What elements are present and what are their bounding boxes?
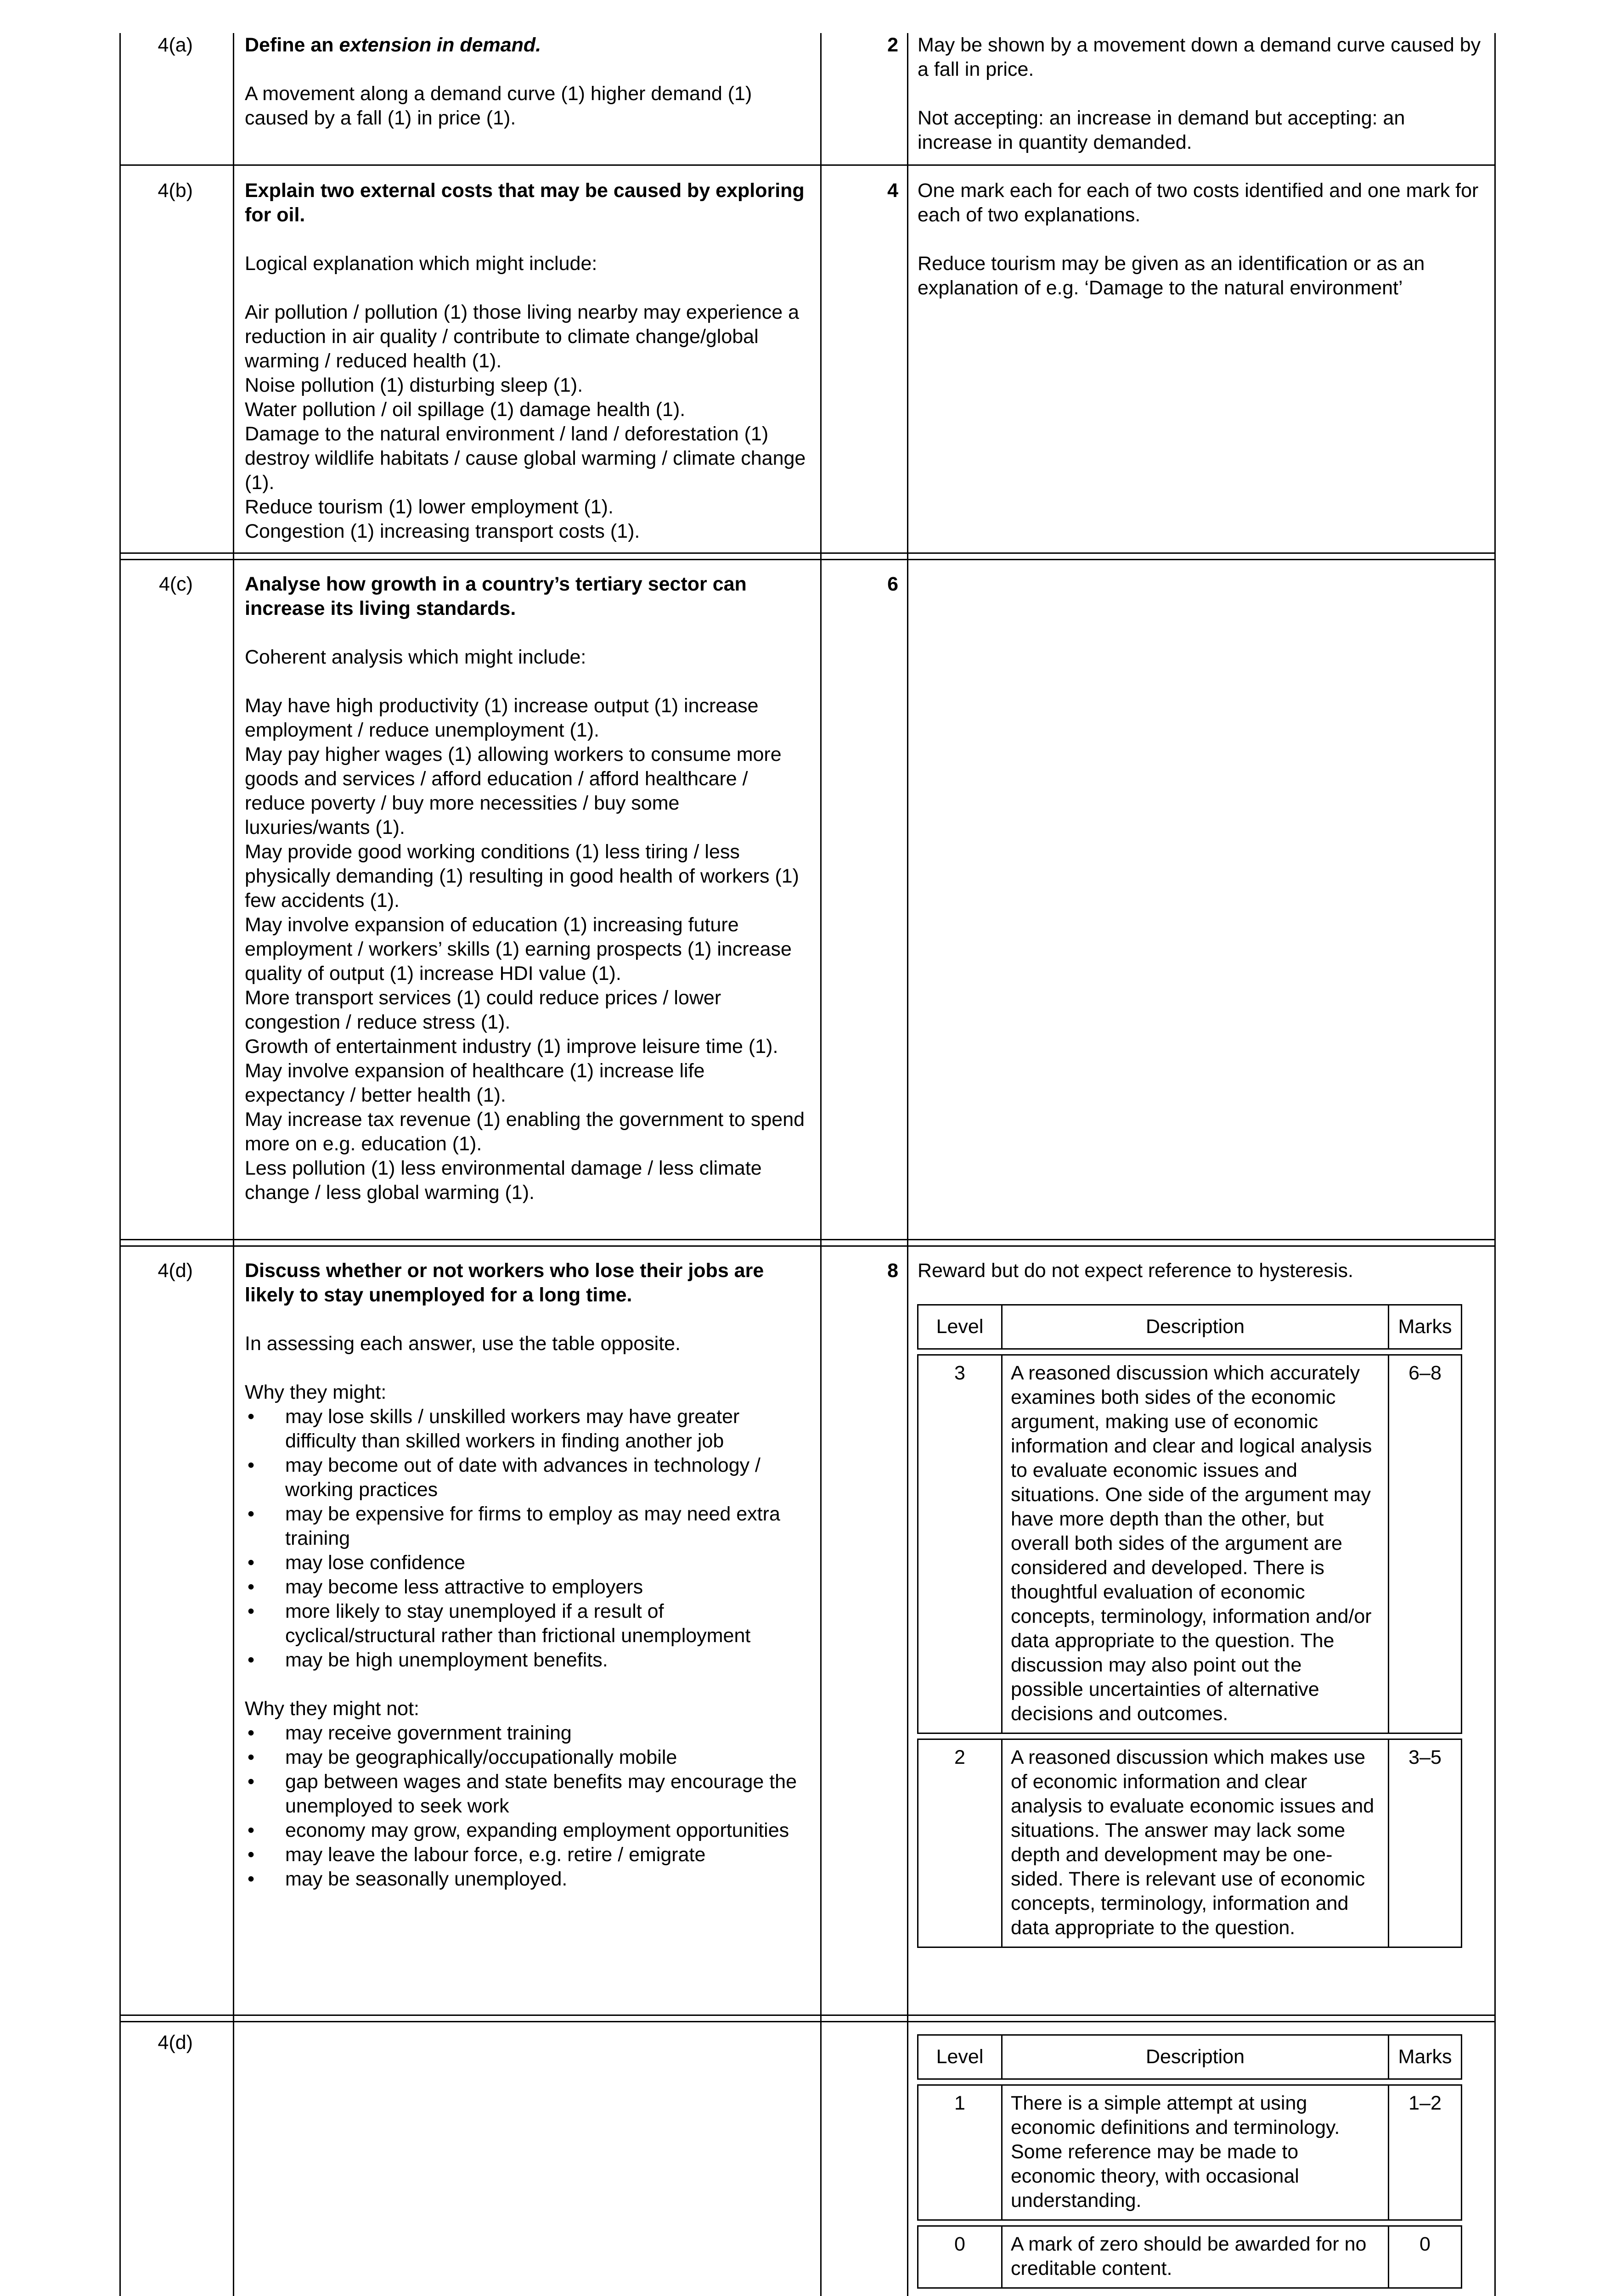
guidance-text: Not accepting: an increase in demand but accepting: an increase in quantity demanded. [918, 107, 1405, 153]
question-number: 4(c) [158, 573, 193, 595]
marks-cell: 1–2 [1389, 2085, 1462, 2220]
question-text-part: Define an [245, 34, 339, 56]
level-cell: 1 [918, 2085, 1002, 2220]
answer-line: May have high productivity (1) increase output (1) increase employment / reduce unemployment (1). [245, 695, 759, 741]
answer-line: May increase tax revenue (1) enabling the government to spend more on e.g. education (1). [245, 1109, 805, 1155]
row-separator [119, 552, 1496, 554]
question-text: Analyse how growth in a country’s tertiary sector can increase its living standards. [245, 573, 747, 619]
guidance-text: Reduce tourism may be given as an identification or as an explanation of e.g. ‘Damage to the natural environment’ [918, 253, 1425, 299]
table-header-marks: Marks [1389, 1305, 1462, 1349]
row-separator [119, 164, 1496, 166]
might-not-list [245, 1721, 810, 1891]
marks-value: 6 [887, 573, 898, 595]
table-header-description: Description [1002, 2035, 1389, 2079]
table-header-description: Description [1002, 1305, 1389, 1349]
table-header-level: Level [918, 1305, 1002, 1349]
answer-line: May involve expansion of healthcare (1) increase life expectancy / better health (1). [245, 1060, 705, 1106]
answer-lines [245, 694, 810, 1205]
might-list-item: • may be expensive for firms to employ as may need extra training [245, 1502, 810, 1551]
table-row [918, 1355, 1462, 1733]
answer-line: Noise pollution (1) disturbing sleep (1). [245, 374, 583, 396]
answer-line: Growth of entertainment industry (1) improve leisure time (1). [245, 1035, 778, 1058]
answer-line: May involve expansion of education (1) increasing future employment / workers’ skills (1) earning prospects (1) increase quality of output (1) increase HDI value (1). [245, 914, 792, 985]
table-header-marks: Marks [1389, 2035, 1462, 2079]
answer-line: Congestion (1) increasing transport costs (1). [245, 520, 640, 542]
row-separator [119, 1245, 1496, 1247]
table-row [918, 1739, 1462, 1947]
row-separator [119, 2021, 1496, 2022]
grid-line-right [1494, 33, 1496, 2296]
might-list-item: • may become out of date with advances in technology / working practices [245, 1453, 810, 1502]
might-list-item: • may become less attractive to employers [245, 1575, 810, 1599]
answer-intro: Coherent analysis which might include: [245, 646, 586, 668]
question-text: Explain two external costs that may be caused by exploring for oil. [245, 180, 805, 226]
level-cell: 2 [918, 1739, 1002, 1947]
might-not-list-item: • may leave the labour force, e.g. retire / emigrate [245, 1843, 810, 1867]
answer-line: Less pollution (1) less environmental damage / less climate change / less global warming (1). [245, 1157, 762, 1204]
level-descriptor-table-continued [917, 2034, 1462, 2289]
answer-text: A movement along a demand curve (1) higher demand (1) caused by a fall (1) in price (1). [245, 83, 752, 129]
marks-cell: 6–8 [1389, 1355, 1462, 1733]
table-row [918, 2226, 1462, 2288]
answer-line: May provide good working conditions (1) less tiring / less physically demanding (1) resulting in good health of workers (1) few accidents (1). [245, 841, 800, 912]
level-cell: 0 [918, 2226, 1002, 2288]
guidance-text: May be shown by a movement down a demand curve caused by a fall in price. [918, 34, 1481, 80]
description-cell: A reasoned discussion which makes use of economic information and clear analysis to evaluate economic issues and situations. The answer may lack some depth and development may be one-sided. There is relevant use of economic concepts, terminology, information and data appropriate to the question. [1002, 1739, 1389, 1947]
guidance-cell [918, 33, 1482, 155]
marks-cell: 0 [1389, 2226, 1462, 2288]
answer-cell [245, 1259, 810, 1891]
answer-line: Air pollution / pollution (1) those living nearby may experience a reduction in air quality / contribute to climate change/global warming / reduced health (1). [245, 301, 800, 372]
table-header-row [918, 1305, 1462, 1349]
answer-line: Water pollution / oil spillage (1) damage health (1). [245, 399, 686, 421]
might-list-item: • may lose confidence [245, 1551, 810, 1575]
might-not-list-item: • gap between wages and state benefits may encourage the unemployed to seek work [245, 1770, 810, 1818]
answer-cell [245, 572, 810, 1205]
description-cell: A reasoned discussion which accurately examines both sides of the economic argument, making use of economic information and clear and logical analysis to evaluate economic issues and situations. One side of the argument may have more depth than the other, but overall both sides of the argument are considered and developed. There is thoughtful evaluation of economic concepts, terminology, information and/or data appropriate to the question. The discussion may also point out the possible uncertainties of alternative decisions and outcomes. [1002, 1355, 1389, 1733]
answer-cell [245, 33, 810, 130]
answer-line: Damage to the natural environment / land / deforestation (1) destroy wildlife habitats / cause global warming / climate change (1). [245, 423, 806, 494]
row-separator [119, 559, 1496, 560]
guidance-text: One mark each for each of two costs identified and one mark for each of two explanations. [918, 180, 1479, 226]
marks-cell: 3–5 [1389, 1739, 1462, 1947]
might-not-list-item: • may be seasonally unemployed. [245, 1867, 810, 1891]
guidance-cell [918, 179, 1482, 300]
grid-line-col1 [233, 33, 234, 2296]
might-list [245, 1405, 810, 1672]
might-list-item: • may be high unemployment benefits. [245, 1648, 810, 1672]
marks-value: 8 [887, 1260, 898, 1282]
might-not-list-item: • may be geographically/occupationally mobile [245, 1745, 810, 1770]
level-cell: 3 [918, 1355, 1002, 1733]
question-number: 4(d) [158, 1260, 193, 1282]
description-cell: There is a simple attempt at using economic definitions and terminology. Some reference may be made to economic theory, with occasional understanding. [1002, 2085, 1389, 2220]
answer-line: More transport services (1) could reduce prices / lower congestion / reduce stress (1). [245, 987, 721, 1033]
answer-intro: In assessing each answer, use the table opposite. [245, 1333, 681, 1355]
marks-value: 4 [887, 180, 898, 202]
row-separator [119, 2015, 1496, 2016]
question-text [245, 33, 810, 57]
might-not-list-item: • economy may grow, expanding employment opportunities [245, 1818, 810, 1843]
answer-line: Reduce tourism (1) lower employment (1). [245, 496, 614, 518]
table-header-level: Level [918, 2035, 1002, 2079]
question-text-emphasis: extension in demand. [339, 34, 541, 56]
row-separator [119, 1239, 1496, 1240]
table-row [918, 2085, 1462, 2220]
grid-line-left [119, 33, 121, 2296]
answer-lines [245, 300, 810, 544]
answer-cell [245, 179, 810, 544]
question-number: 4(a) [158, 34, 193, 56]
might-not-heading: Why they might not: [245, 1698, 419, 1720]
grid-line-col3 [907, 33, 908, 2296]
might-list-item: • may lose skills / unskilled workers may have greater difficulty than skilled workers in finding another job [245, 1405, 810, 1453]
question-text: Discuss whether or not workers who lose their jobs are likely to stay unemployed for a long time. [245, 1260, 764, 1306]
guidance-text: Reward but do not expect reference to hysteresis. [918, 1260, 1353, 1282]
answer-intro: Logical explanation which might include: [245, 253, 597, 275]
might-not-list-item: • may receive government training [245, 1721, 810, 1745]
level-descriptor-table [917, 1304, 1462, 1948]
question-number: 4(d) [158, 2032, 193, 2054]
might-list-item: • more likely to stay unemployed if a result of cyclical/structural rather than frictional unemployment [245, 1599, 810, 1648]
answer-line: May pay higher wages (1) allowing workers to consume more goods and services / afford education / afford healthcare / reduce poverty / buy more necessities / buy some luxuries/wants (1). [245, 743, 782, 838]
question-number: 4(b) [158, 180, 193, 202]
might-heading: Why they might: [245, 1381, 387, 1403]
grid-line-col2 [820, 33, 822, 2296]
marks-value: 2 [887, 34, 898, 56]
table-header-row [918, 2035, 1462, 2079]
description-cell: A mark of zero should be awarded for no creditable content. [1002, 2226, 1389, 2288]
